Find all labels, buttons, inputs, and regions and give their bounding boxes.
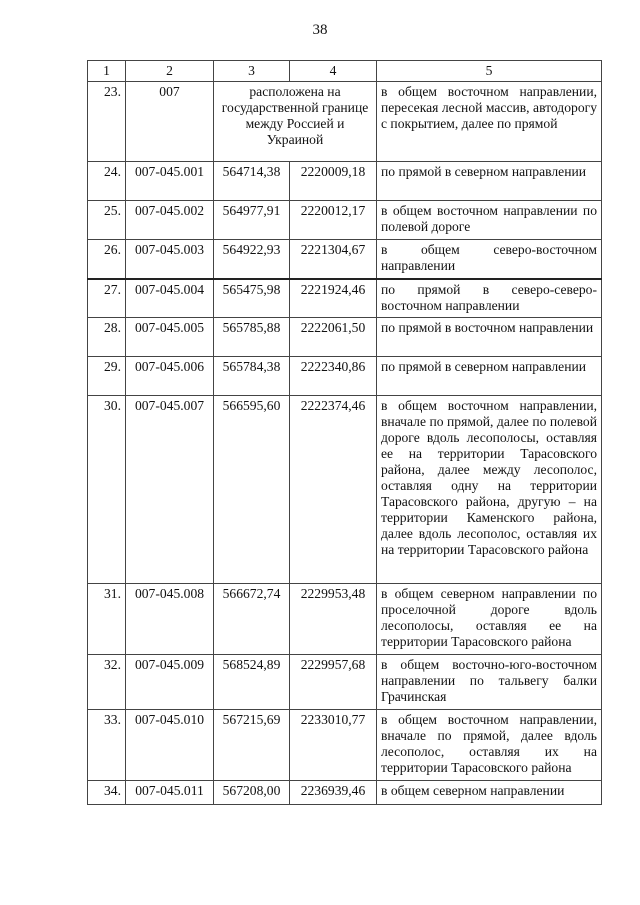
direction-description: в общем восточном направлении, вначале по прямой, далее вдоль лесополос, оставляя их на территории Тарасовского района [377, 710, 602, 781]
direction-description: по прямой в восточном направлении [377, 318, 602, 357]
row-number: 27. [88, 279, 126, 318]
row-number: 32. [88, 655, 126, 710]
table-row [88, 396, 602, 584]
point-code: 007-045.009 [126, 655, 214, 710]
coordinate-x: 566672,74 [214, 584, 290, 655]
row-number: 34. [88, 781, 126, 805]
coordinate-x: 564714,38 [214, 162, 290, 201]
page-number: 38 [312, 22, 328, 38]
header-cell: 4 [290, 61, 377, 82]
direction-description: по прямой в северном направлении [377, 162, 602, 201]
coordinate-y: 2220009,18 [290, 162, 377, 201]
coordinate-y: 2229953,48 [290, 584, 377, 655]
table-row [88, 201, 602, 240]
coordinate-x: 565784,38 [214, 357, 290, 396]
coordinate-x: 564977,91 [214, 201, 290, 240]
point-code: 007 [126, 82, 214, 162]
point-code: 007-045.003 [126, 240, 214, 279]
coordinate-y: 2220012,17 [290, 201, 377, 240]
point-code: 007-045.002 [126, 201, 214, 240]
table-row [88, 357, 602, 396]
direction-description: в общем восточном направлении, вначале по прямой, далее по полевой дороге вдоль лесополосы, оставляя ее на территории Тарасовского района, далее между лесополос, оставляя одну на территории Тарасовского района, другую – на территории Каменского района, далее вдоль лесополос, оставляя их на территории Тарасовского района [377, 396, 602, 584]
row-number: 26. [88, 240, 126, 279]
direction-description: в общем восточном направлении, пересекая лесной массив, автодорогу с покрытием, далее по прямой [377, 82, 602, 162]
point-code: 007-045.005 [126, 318, 214, 357]
header-cell: 2 [126, 61, 214, 82]
point-code: 007-045.004 [126, 279, 214, 318]
direction-description: по прямой в северо-северо-восточном направлении [377, 279, 602, 318]
row-number: 31. [88, 584, 126, 655]
coordinate-y: 2221924,46 [290, 279, 377, 318]
coordinate-y: 2222374,46 [290, 396, 377, 584]
boundary-table [87, 60, 602, 805]
table-row [88, 240, 602, 279]
table-row [88, 584, 602, 655]
row-number: 24. [88, 162, 126, 201]
direction-description: в общем северо-восточном направлении [377, 240, 602, 279]
coordinate-y: 2236939,46 [290, 781, 377, 805]
table-row [88, 318, 602, 357]
table-row [88, 710, 602, 781]
row-number: 29. [88, 357, 126, 396]
row-number: 30. [88, 396, 126, 584]
header-cell: 3 [214, 61, 290, 82]
coordinate-y: 2229957,68 [290, 655, 377, 710]
coordinate-y: 2222061,50 [290, 318, 377, 357]
direction-description: в общем северном направлении [377, 781, 602, 805]
header-cell: 5 [377, 61, 602, 82]
row-number: 23. [88, 82, 126, 162]
table-header-row [88, 61, 602, 82]
direction-description: по прямой в северном направлении [377, 357, 602, 396]
coordinate-x: 565785,88 [214, 318, 290, 357]
direction-description: в общем восточном направлении по полевой дороге [377, 201, 602, 240]
row-number: 25. [88, 201, 126, 240]
header-cell: 1 [88, 61, 126, 82]
coordinate-x: 564922,93 [214, 240, 290, 279]
direction-description: в общем северном направлении по проселочной дороге вдоль лесополосы, оставляя ее на территории Тарасовского района [377, 584, 602, 655]
coordinate-x: 566595,60 [214, 396, 290, 584]
point-code: 007-045.008 [126, 584, 214, 655]
table-row [88, 82, 602, 162]
row-number: 28. [88, 318, 126, 357]
table-row [88, 279, 602, 318]
border-location: расположена на государственной границе между Россией и Украиной [214, 82, 377, 162]
table-row [88, 781, 602, 805]
coordinate-y: 2233010,77 [290, 710, 377, 781]
coordinate-x: 565475,98 [214, 279, 290, 318]
direction-description: в общем восточно-юго-восточном направлении по тальвегу балки Грачинская [377, 655, 602, 710]
table-row [88, 162, 602, 201]
coordinate-x: 567215,69 [214, 710, 290, 781]
row-number: 33. [88, 710, 126, 781]
coordinate-x: 567208,00 [214, 781, 290, 805]
point-code: 007-045.010 [126, 710, 214, 781]
point-code: 007-045.011 [126, 781, 214, 805]
point-code: 007-045.007 [126, 396, 214, 584]
coordinate-y: 2222340,86 [290, 357, 377, 396]
coordinate-y: 2221304,67 [290, 240, 377, 279]
point-code: 007-045.001 [126, 162, 214, 201]
coordinate-x: 568524,89 [214, 655, 290, 710]
point-code: 007-045.006 [126, 357, 214, 396]
table-row [88, 655, 602, 710]
